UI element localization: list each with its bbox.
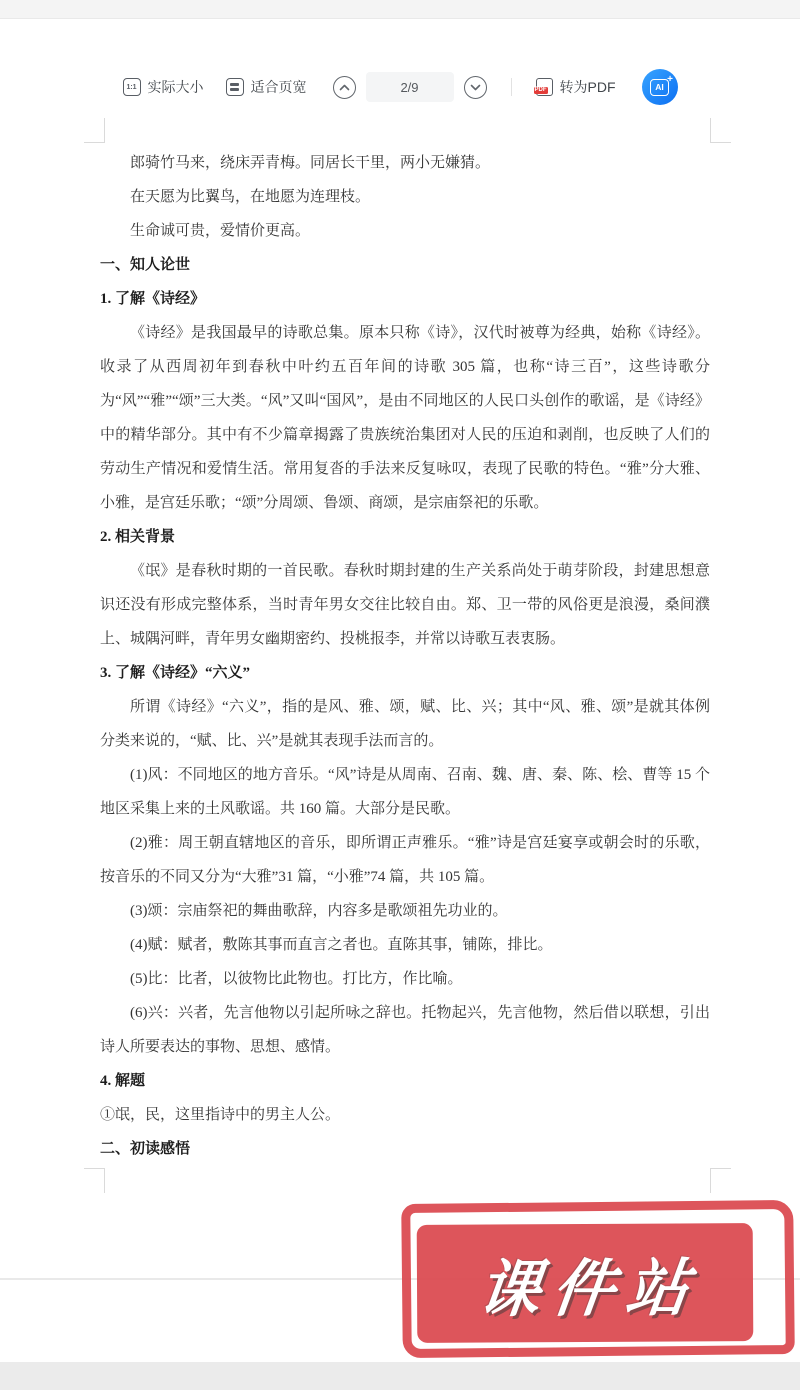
paragraph: 《氓》是春秋时期的一首民歌。春秋时期封建的生产关系尚处于萌芽阶段，封建思想意识还没有形成完整体系，当时青年男女交往比较自由。郑、卫一带的风俗更是浪漫，桑间濮上、城隅河畔，青年男女幽期密约、投桃报李，并常以诗歌互表衷肠。 <box>100 563 710 647</box>
convert-to-pdf-button[interactable] <box>536 77 616 97</box>
actual-size-button[interactable] <box>123 77 204 97</box>
chevron-down-icon <box>470 84 481 91</box>
convert-to-pdf-label: 转为PDF <box>559 79 616 95</box>
document-body <box>100 146 710 1166</box>
list-item: (3)颂：宗庙祭祀的舞曲歌辞，内容多是歌颂祖先功业的。 <box>130 903 508 919</box>
stamp-background <box>417 1223 754 1343</box>
bottom-bar <box>0 1362 800 1390</box>
section-heading: 一、知人论世 <box>100 257 191 273</box>
list-item: (2)雅：周王朝直辖地区的音乐，即所谓正声雅乐。“雅”诗是宫廷宴享或朝会时的乐歌，按音乐的不同又分为“大雅”31 篇，“小雅”74 篇，共 105 篇。 <box>100 835 710 885</box>
fit-width-button[interactable] <box>226 77 307 97</box>
ai-assistant-button[interactable] <box>642 69 678 105</box>
poem-line: 郎骑竹马来，绕床弄青梅。同居长干里，两小无嫌猜。 <box>130 155 491 171</box>
subsection-heading: 4. 解题 <box>100 1073 146 1089</box>
page-indicator[interactable]: 2/9 <box>366 72 454 102</box>
list-item: (4)赋：赋者，敷陈其事而直言之者也。直陈其事，铺陈，排比。 <box>130 937 553 953</box>
fit-width-label: 适合页宽 <box>250 79 307 95</box>
page-corner-mark <box>710 1168 731 1193</box>
paragraph: 所谓《诗经》“六义”，指的是风、雅、颂，赋、比、兴；其中“风、雅、颂”是就其体例分类来说的，“赋、比、兴”是就其表现手法而言的。 <box>100 699 710 749</box>
page-corner-mark <box>710 118 731 143</box>
ai-icon <box>650 73 673 96</box>
pdf-badge-label: PDF <box>534 87 547 93</box>
next-page-button[interactable] <box>464 76 487 99</box>
paragraph: 《诗经》是我国最早的诗歌总集。原本只称《诗》，汉代时被尊为经典，始称《诗经》。收录了从西周初年到春秋中叶约五百年间的诗歌 305 篇，也称“诗三百”，这些诗歌分为“风”“雅”“颂”三大类。“风”又叫“国风”，是由不同地区的人民口头创作的歌谣，是《诗经》中的精华部分。其中有不少篇章揭露了贵族统治集团对人民的压迫和剥削，也反映了人们的劳动生产情况和爱情生活。常用复沓的手法来反复咏叹，表现了民歌的特色。“雅”分大雅、小雅，是宫廷乐歌；“颂”分周颂、鲁颂、商颂，是宗庙祭祀的乐歌。 <box>100 325 710 511</box>
section-heading: 二、初读感悟 <box>100 1141 191 1157</box>
list-item: (5)比：比者，以彼物比此物也。打比方，作比喻。 <box>130 971 463 987</box>
previous-page-button[interactable] <box>333 76 356 99</box>
fit-width-icon <box>226 78 244 96</box>
document-page <box>0 112 800 1166</box>
poem-line: 生命诚可贵，爱情价更高。 <box>130 223 311 239</box>
subsection-heading: 2. 相关背景 <box>100 529 176 545</box>
top-chrome-strip <box>0 0 800 19</box>
paragraph: ①氓，民，这里指诗中的男主人公。 <box>100 1107 341 1123</box>
ai-plus-icon: + <box>667 73 673 85</box>
page-corner-mark <box>84 1168 105 1193</box>
list-item: (1)风：不同地区的地方音乐。“风”诗是从周南、召南、魏、唐、秦、陈、桧、曹等 15 个地区采集上来的土风歌谣。共 160 篇。大部分是民歌。 <box>100 767 710 817</box>
actual-size-label: 实际大小 <box>147 79 204 95</box>
toolbar-divider <box>511 78 512 96</box>
stamp-text: 课件站 <box>474 1253 705 1325</box>
viewer-toolbar <box>0 62 800 113</box>
ai-icon-label: AI <box>655 82 664 92</box>
subsection-heading: 3. 了解《诗经》“六义” <box>100 665 251 681</box>
pdf-file-icon <box>536 78 553 96</box>
chevron-up-icon <box>339 84 350 91</box>
poem-line: 在天愿为比翼鸟，在地愿为连理枝。 <box>130 189 371 205</box>
list-item: (6)兴：兴者，先言他物以引起所咏之辞也。托物起兴，先言他物，然后借以联想，引出诗人所要表达的事物、思想、感情。 <box>100 1005 710 1055</box>
page-corner-mark <box>84 118 105 143</box>
actual-size-icon: 1:1 <box>123 78 141 96</box>
subsection-heading: 1. 了解《诗经》 <box>100 291 206 307</box>
watermark-stamp <box>402 1202 794 1362</box>
